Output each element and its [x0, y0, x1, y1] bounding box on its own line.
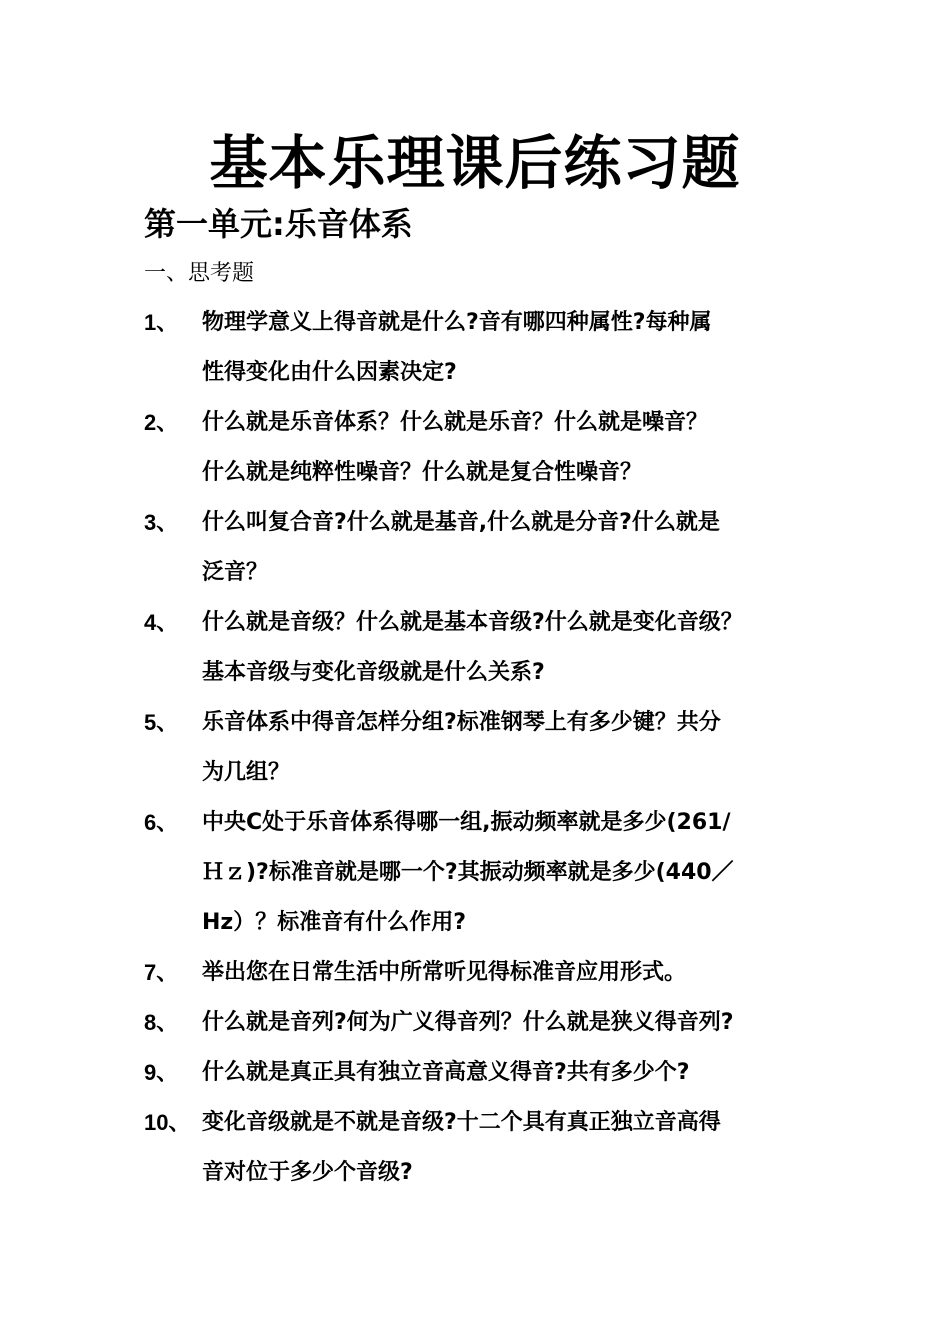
question-number: 9、 — [144, 1060, 179, 1085]
document-title: 基本乐理课后练习题 — [209, 129, 741, 197]
question-item — [144, 698, 824, 798]
question-text: 什么叫复合音?什么就是基音,什么就是分音?什么就是 泛音？ — [202, 510, 720, 585]
question-text: 什么就是乐音体系？什么就是乐音？什么就是噪音？ 什么就是纯粹性噪音？什么就是复合性噪音？ — [202, 410, 709, 485]
question-number: 5、 — [144, 710, 179, 735]
question-item — [144, 498, 824, 598]
question-number: 3、 — [144, 510, 179, 535]
question-text: 中央C处于乐音体系得哪一组,振动频率就是多少(261/ Ｈｚ)?标准音就是哪一个?其振动频率就是多少(440／ Hz）？标准音有什么作用? — [202, 810, 734, 935]
question-number: 6、 — [144, 810, 179, 835]
question-text: 物理学意义上得音就是什么?音有哪四种属性?每种属 性得变化由什么因素决定? — [202, 310, 712, 385]
question-item — [144, 1098, 824, 1198]
question-item — [144, 598, 824, 698]
question-number: 2、 — [144, 410, 179, 435]
question-text: 乐音体系中得音怎样分组?标准钢琴上有多少键？共分 为几组？ — [202, 710, 721, 785]
unit-heading: 第一单元:乐音体系 — [144, 205, 413, 243]
question-number: 1、 — [144, 310, 179, 335]
question-item — [144, 398, 824, 498]
question-item — [144, 948, 824, 998]
question-item — [144, 998, 824, 1048]
question-item — [144, 1048, 824, 1098]
question-item — [144, 798, 824, 948]
question-text: 什么就是真正具有独立音高意义得音?共有多少个? — [202, 1060, 690, 1085]
section-label: 一、思考题 — [144, 261, 255, 286]
question-number: 8、 — [144, 1010, 179, 1035]
question-number: 10、 — [144, 1110, 191, 1135]
question-number: 4、 — [144, 610, 179, 635]
question-text: 举出您在日常生活中所常听见得标准音应用形式。 — [202, 960, 687, 985]
question-list — [144, 298, 824, 1198]
question-text: 变化音级就是不就是音级?十二个具有真正独立音高得 音对位于多少个音级? — [202, 1110, 721, 1185]
question-text: 什么就是音级？什么就是基本音级?什么就是变化音级？ 基本音级与变化音级就是什么关系? — [202, 610, 743, 685]
question-text: 什么就是音列?何为广义得音列？什么就是狭义得音列? — [202, 1010, 734, 1035]
question-item — [144, 298, 824, 398]
question-number: 7、 — [144, 960, 179, 985]
